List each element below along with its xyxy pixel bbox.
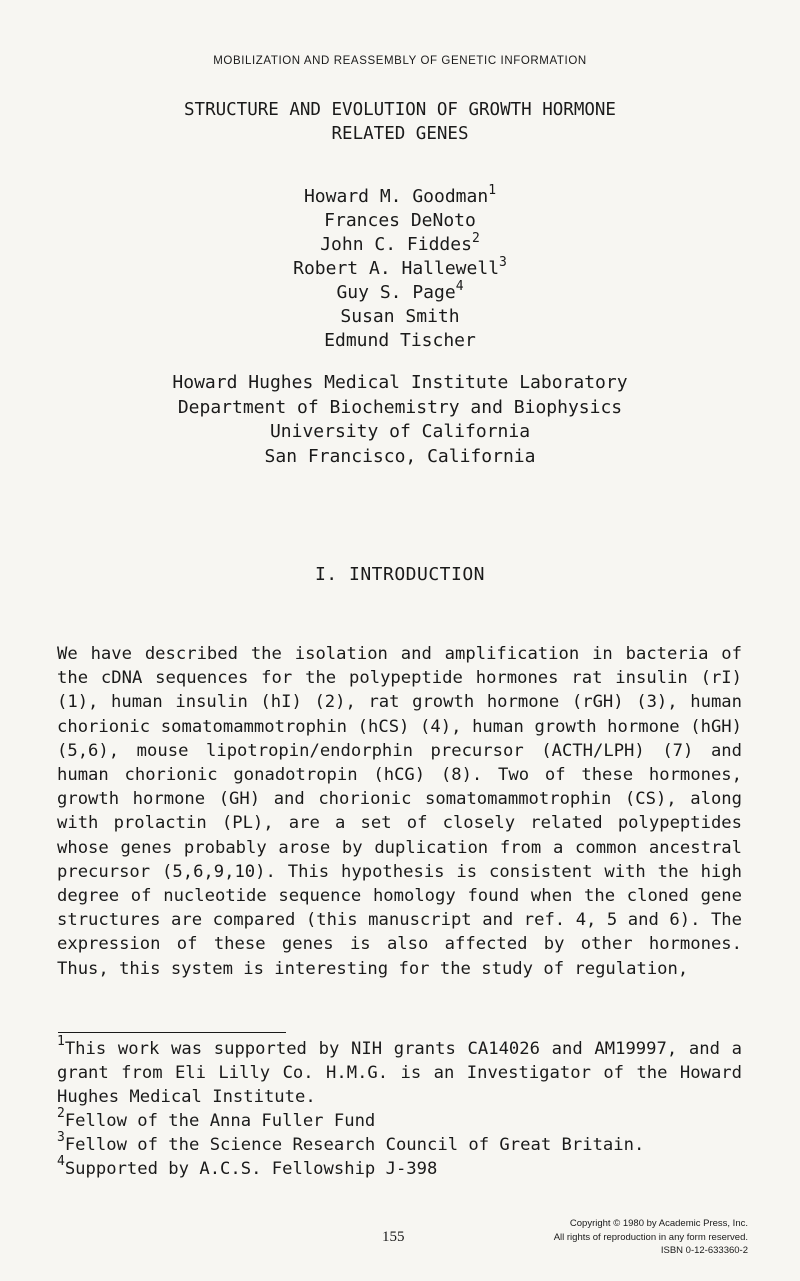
body-paragraph: We have described the isolation and amplification in bacteria of the cDNA sequences for the polypeptide hormones rat insulin (rI) (1), human insulin (hI) (2), rat growth hormone (rGH) (3), human chorionic somatomammotrophin (hCS) (4), human growth hormone (hGH) (5,6), mouse lipotropin/endorphin precursor (ACTH/LPH) (7) and human chorionic gonadotropin (hCG) (8). Two of these hormones, growth hormone (GH) and chorionic somatomammotrophin (CS), along with prolactin (PL), are a set of closely related polypeptides whose genes probably arose by duplication from a common ancestral precursor (5,6,9,10). This hypothesis is consistent with the high degree of nucleotide sequence homology found when the cloned gene structures are compared (this manuscript and ref. 4, 5 and 6). The expression of these genes is also affected by other hormones. Thus, this system is interesting for the study of regulation, xyxy=(57,644,742,979)
footnote: $^3$Fellow of the Science Research Council of Great Britain. xyxy=(57,1130,645,1155)
author: Howard M. Goodman$^1$ xyxy=(303,183,497,207)
affiliation-line: Department of Biochemistry and Biophysics xyxy=(177,396,623,418)
footnote-mark: 1 xyxy=(488,183,497,198)
isbn: ISBN 0-12-633360-2 xyxy=(660,1245,748,1256)
footnote-rule xyxy=(58,1032,286,1033)
affiliation xyxy=(0,371,800,469)
footnote: $^2$Fellow of the Anna Fuller Fund xyxy=(57,1106,376,1131)
copyright-line: Copyright © 1980 by Academic Press, Inc. xyxy=(569,1218,748,1229)
author: Susan Smith xyxy=(340,306,460,327)
copyright-line: All rights of reproduction in any form reserved. xyxy=(553,1231,748,1243)
author: Frances DeNoto xyxy=(324,210,476,231)
affiliation-line: San Francisco, California xyxy=(264,445,536,467)
footnote-mark: 4 xyxy=(455,279,464,294)
running-head: MOBILIZATION AND REASSEMBLY OF GENETIC INFORMATION xyxy=(213,55,587,67)
footnote-mark: 3 xyxy=(57,1130,65,1145)
author: Robert A. Hallewell$^3$ xyxy=(293,255,507,279)
author: John C. Fiddes$^2$ xyxy=(320,231,480,255)
affiliation-line: Howard Hughes Medical Institute Laboratory xyxy=(172,372,628,393)
footnote: $^4$Supported by A.C.S. Fellowship J-398 xyxy=(57,1154,438,1179)
footnote-mark: 4 xyxy=(57,1154,65,1169)
article-title xyxy=(0,98,800,146)
footnotes xyxy=(57,1034,742,1181)
affiliation-line: University of California xyxy=(269,421,531,442)
author: Edmund Tischer xyxy=(324,330,476,351)
section-heading: I. INTRODUCTION xyxy=(314,564,486,585)
page-number: 155 xyxy=(382,1229,405,1245)
footnote-mark: 2 xyxy=(471,231,480,246)
footnote: $^1$This work was supported by NIH grants CA14026 and AM19997, and a grant from Eli Lilly Co. H.M.G. is an Investigator of the Howard Hughes Medical Institute. xyxy=(57,1034,742,1107)
author: Guy S. Page$^4$ xyxy=(336,279,464,303)
footnote-mark: 3 xyxy=(499,255,507,270)
copyright-notice xyxy=(538,1217,748,1258)
title-line-2: RELATED GENES xyxy=(331,124,469,144)
author-list xyxy=(0,185,800,353)
footnote-mark: 2 xyxy=(57,1106,65,1121)
footnote-mark: 1 xyxy=(57,1034,65,1049)
title-line-1: STRUCTURE AND EVOLUTION OF GROWTH HORMONE xyxy=(184,100,616,120)
